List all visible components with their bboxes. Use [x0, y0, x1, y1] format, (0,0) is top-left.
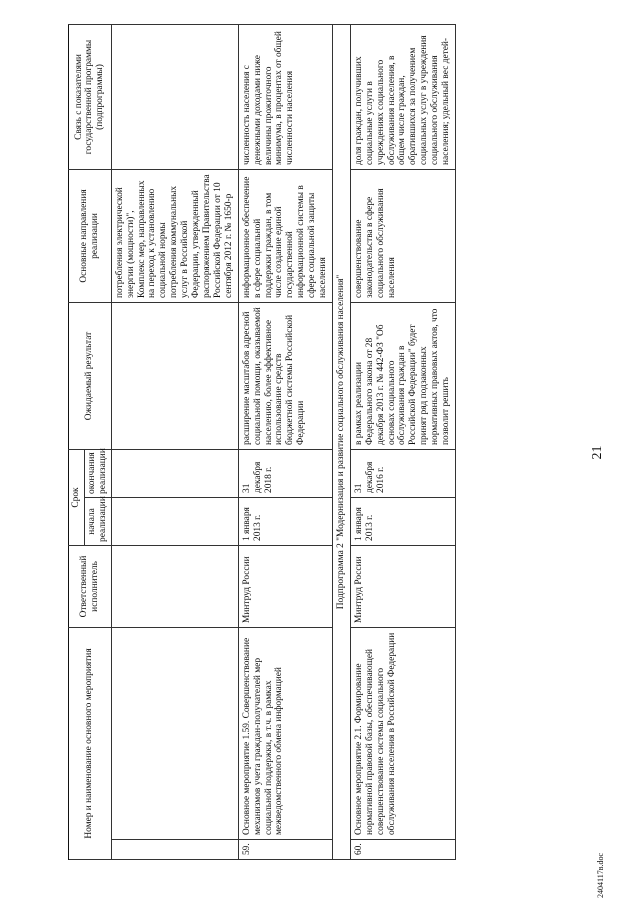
header-link: Связь с показателями государственной программы (подпрограммы): [69, 24, 112, 169]
row-name: Основное мероприятие 1.59. Совершенствование механизмов учета граждан-получателей мер социальной поддержки, в т.ч. в рамках межведомственного обмена информацией: [238, 627, 332, 839]
cont-result: [111, 302, 238, 449]
row-end: 31 декабря 2018 г.: [238, 449, 332, 497]
cont-num: [111, 840, 238, 860]
header-directions: Основные направления реализации: [69, 169, 112, 302]
header-executor: Ответственный исполнитель: [69, 545, 112, 627]
header-end: окончания реализации: [84, 449, 111, 497]
row-link: доля граждан, получивших социальные услуги в учреждениях социального обслуживания населения, в общем числе граждан, обратившихся за получением социальных услуг в учреждения социального обслуживания населения; удельный вес детей-: [350, 24, 455, 169]
subprogram-row: [332, 24, 350, 859]
cont-end: [111, 449, 238, 497]
row-number: 59.: [238, 840, 332, 860]
continuation-row: [111, 24, 238, 859]
measures-table: [68, 24, 456, 860]
row-result: расширение масштабов адресной социальной помощи, оказываемой населению, более эффективное использование средств бюджетной системы Российской Федерации: [238, 302, 332, 449]
row-start: 1 января 2013 г.: [238, 497, 332, 545]
table-row: [238, 24, 332, 859]
cont-link: [111, 24, 238, 169]
row-end: 31 декабря 2016 г.: [350, 449, 455, 497]
header-term: Срок: [69, 449, 85, 545]
row-start: 1 января 2013 г.: [350, 497, 455, 545]
header-start: начала реализации: [84, 497, 111, 545]
header-result: Ожидаемый результат: [69, 302, 112, 449]
header-name: Номер и наименование основного мероприятия: [69, 627, 112, 859]
cont-directions: потребления электрической энергии (мощности)", Комплекс мер, направленных на переход к установлению социальной нормы потребления коммунальных услуг в Российской Федерации, утвержденный распоряжением Правительства Российской Федерации от 10 сентября 2012 г. № 1650-р: [111, 169, 238, 302]
page-number: 21: [590, 445, 605, 460]
subprogram-heading: Подпрограмма 2 "Модернизация и развитие социального обслуживания населения": [332, 24, 350, 859]
row-directions: информационное обеспечение в сфере социальной поддержки граждан, в том числе создание единой государственной информационной системы в сфере социальной защиты населения: [238, 169, 332, 302]
header-row: [69, 24, 85, 859]
row-result: в рамках реализации Федерального закона от 28 декабря 2013 г. № 442-ФЗ "Об основах социального обслуживания граждан в Российской Федерации" будет принят ряд подзаконных нормативных правовых актов, что позволит решить: [350, 302, 455, 449]
table-row: [350, 24, 455, 859]
row-directions: совершенствование законодательства в сфере социального обслуживания населения: [350, 169, 455, 302]
row-name: Основное мероприятие 2.1. Формирование нормативной правовой базы, обеспечивающей совершенствование системы социального обслуживания населения в Российской Федерации: [350, 627, 455, 839]
file-label: 2404117в.doc: [596, 852, 605, 898]
row-number: 60.: [350, 840, 455, 860]
cont-executor: [111, 545, 238, 627]
cont-name: [111, 627, 238, 839]
row-executor: Минтруд России: [238, 545, 332, 627]
cont-start: [111, 497, 238, 545]
row-link: численность населения с денежными доходами ниже величины прожиточного минимума, в процентах от общей численности населения: [238, 24, 332, 169]
row-executor: Минтруд России: [350, 545, 455, 627]
